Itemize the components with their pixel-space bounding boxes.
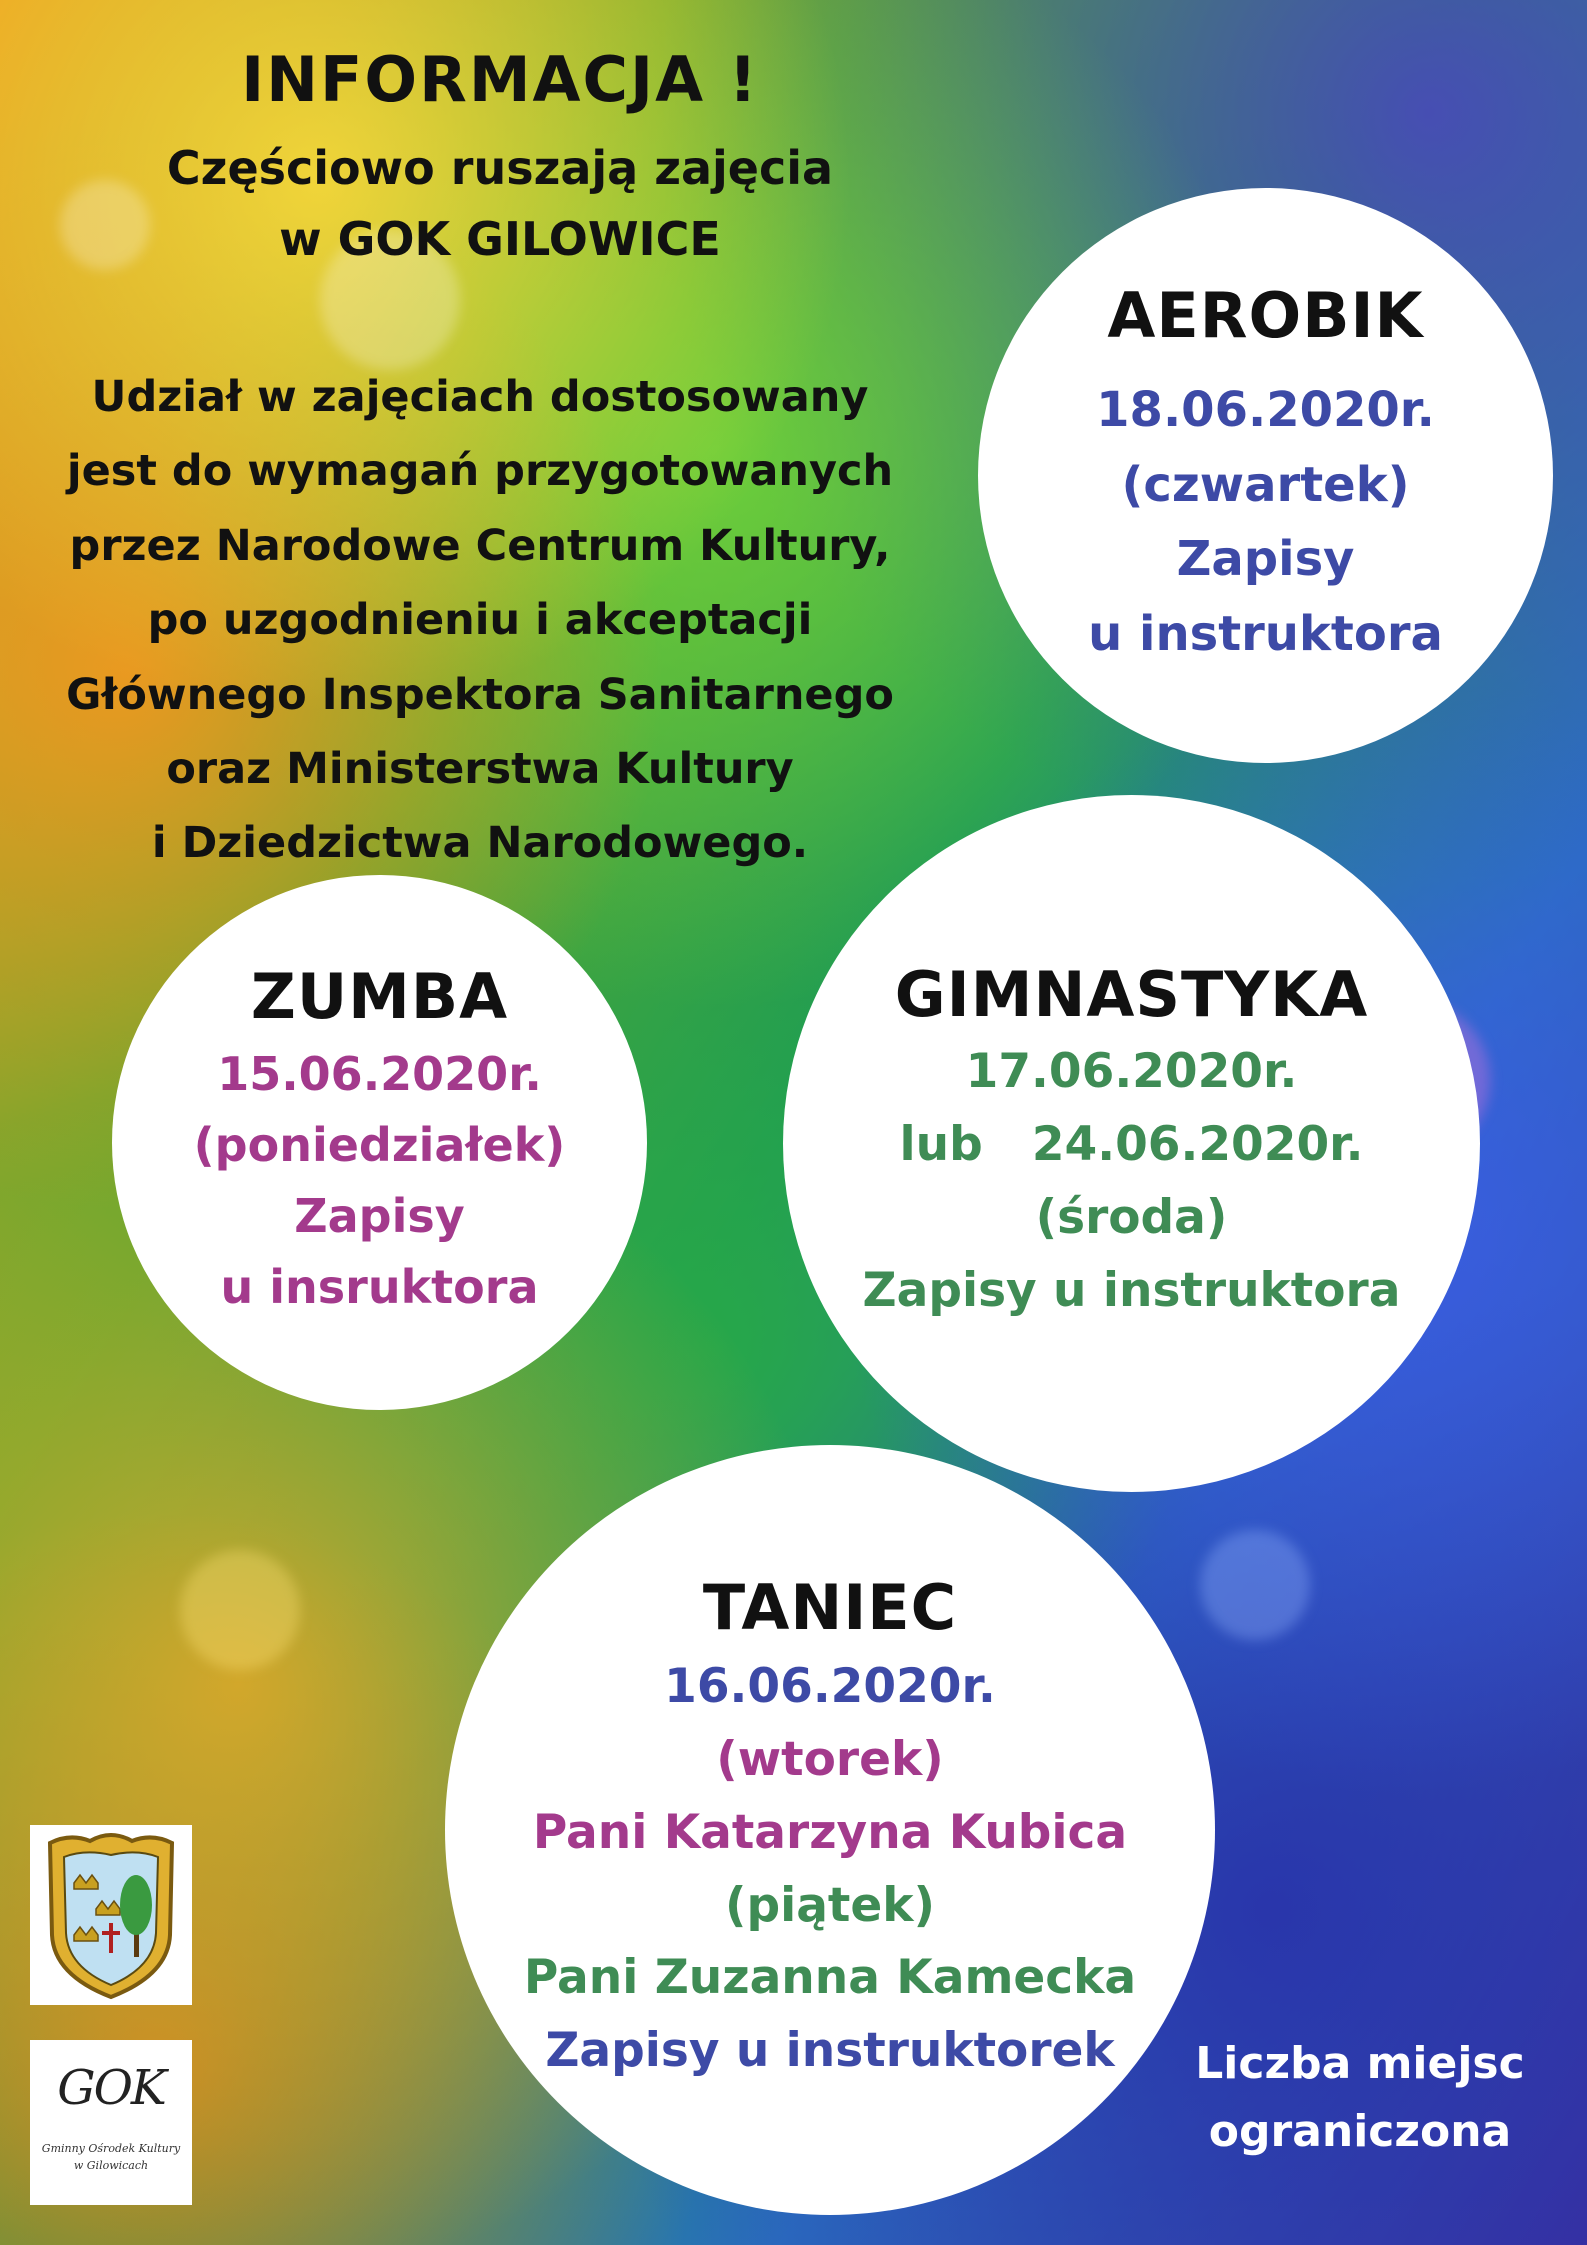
zumba-signup: u insruktora xyxy=(220,1260,539,1315)
note-line: ograniczona xyxy=(1208,2106,1512,2158)
subtitle-line-2: w GOK GILOWICE xyxy=(279,211,721,266)
bokeh-light xyxy=(180,1550,300,1670)
aerobik-circle xyxy=(978,188,1553,763)
intro-line: jest do wymagań przygotowanych xyxy=(66,446,894,497)
zumba-circle xyxy=(112,875,647,1410)
intro-line: oraz Ministerstwa Kultury xyxy=(166,743,794,794)
intro-line: Udział w zajęciach dostosowany xyxy=(91,372,869,422)
gimnastyka-circle xyxy=(783,795,1480,1492)
taniec-title: TANIEC xyxy=(702,1570,958,1644)
intro-line: po uzgodnieniu i akceptacji xyxy=(147,595,813,646)
gok-caption: Gminny Ośrodek Kultury xyxy=(41,2142,181,2155)
gimnastyka-signup: Zapisy u instruktora xyxy=(862,1262,1401,1318)
coat-of-arms-logo xyxy=(30,1825,192,2005)
header xyxy=(20,40,980,275)
zumba-day: (poniedziałek) xyxy=(193,1117,566,1172)
subtitle-line-1: Częściowo ruszają zajęcia xyxy=(166,140,834,195)
zumba-title: ZUMBA xyxy=(250,960,509,1034)
gimnastyka-date: 17.06.2020r. xyxy=(965,1044,1298,1100)
gok-caption: w Gilowicach xyxy=(73,2159,149,2172)
aerobik-signup: Zapisy xyxy=(1176,531,1355,588)
aerobik-signup: u instruktora xyxy=(1088,605,1443,662)
taniec-instructor: Pani Katarzyna Kubica xyxy=(532,1804,1128,1860)
limited-places-note xyxy=(1175,2030,1545,2166)
intro-line: Głównego Inspektora Sanitarnego xyxy=(66,669,894,720)
taniec-day: (piątek) xyxy=(724,1877,936,1933)
taniec-signup: Zapisy u instruktorek xyxy=(545,2023,1115,2079)
taniec-circle xyxy=(445,1445,1215,2215)
aerobik-title: AEROBIK xyxy=(1107,279,1424,353)
gok-logo xyxy=(30,2040,192,2205)
zumba-date: 15.06.2020r. xyxy=(217,1046,542,1101)
taniec-date: 16.06.2020r. xyxy=(664,1659,996,1715)
note-line: Liczba miejsc xyxy=(1195,2038,1525,2089)
intro-line: przez Narodowe Centrum Kultury, xyxy=(69,520,891,571)
intro-line: i Dziedzictwa Narodowego. xyxy=(151,818,809,869)
gimnastyka-title: GIMNASTYKA xyxy=(894,958,1369,1032)
aerobik-date: 18.06.2020r. xyxy=(1096,382,1435,439)
taniec-instructor: Pani Zuzanna Kamecka xyxy=(523,1950,1137,2006)
coat-of-arms-icon xyxy=(30,1825,192,2005)
intro-text xyxy=(30,360,930,881)
taniec-day: (wtorek) xyxy=(716,1731,944,1787)
zumba-signup: Zapisy xyxy=(294,1189,465,1244)
gok-monogram: GOK xyxy=(57,2060,165,2116)
page-title: INFORMACJA ! xyxy=(241,43,759,116)
gimnastyka-date-alt: lub 24.06.2020r. xyxy=(899,1117,1364,1173)
aerobik-day: (czwartek) xyxy=(1121,456,1410,513)
bokeh-light xyxy=(1200,1530,1310,1640)
gimnastyka-day: (środa) xyxy=(1035,1190,1228,1246)
